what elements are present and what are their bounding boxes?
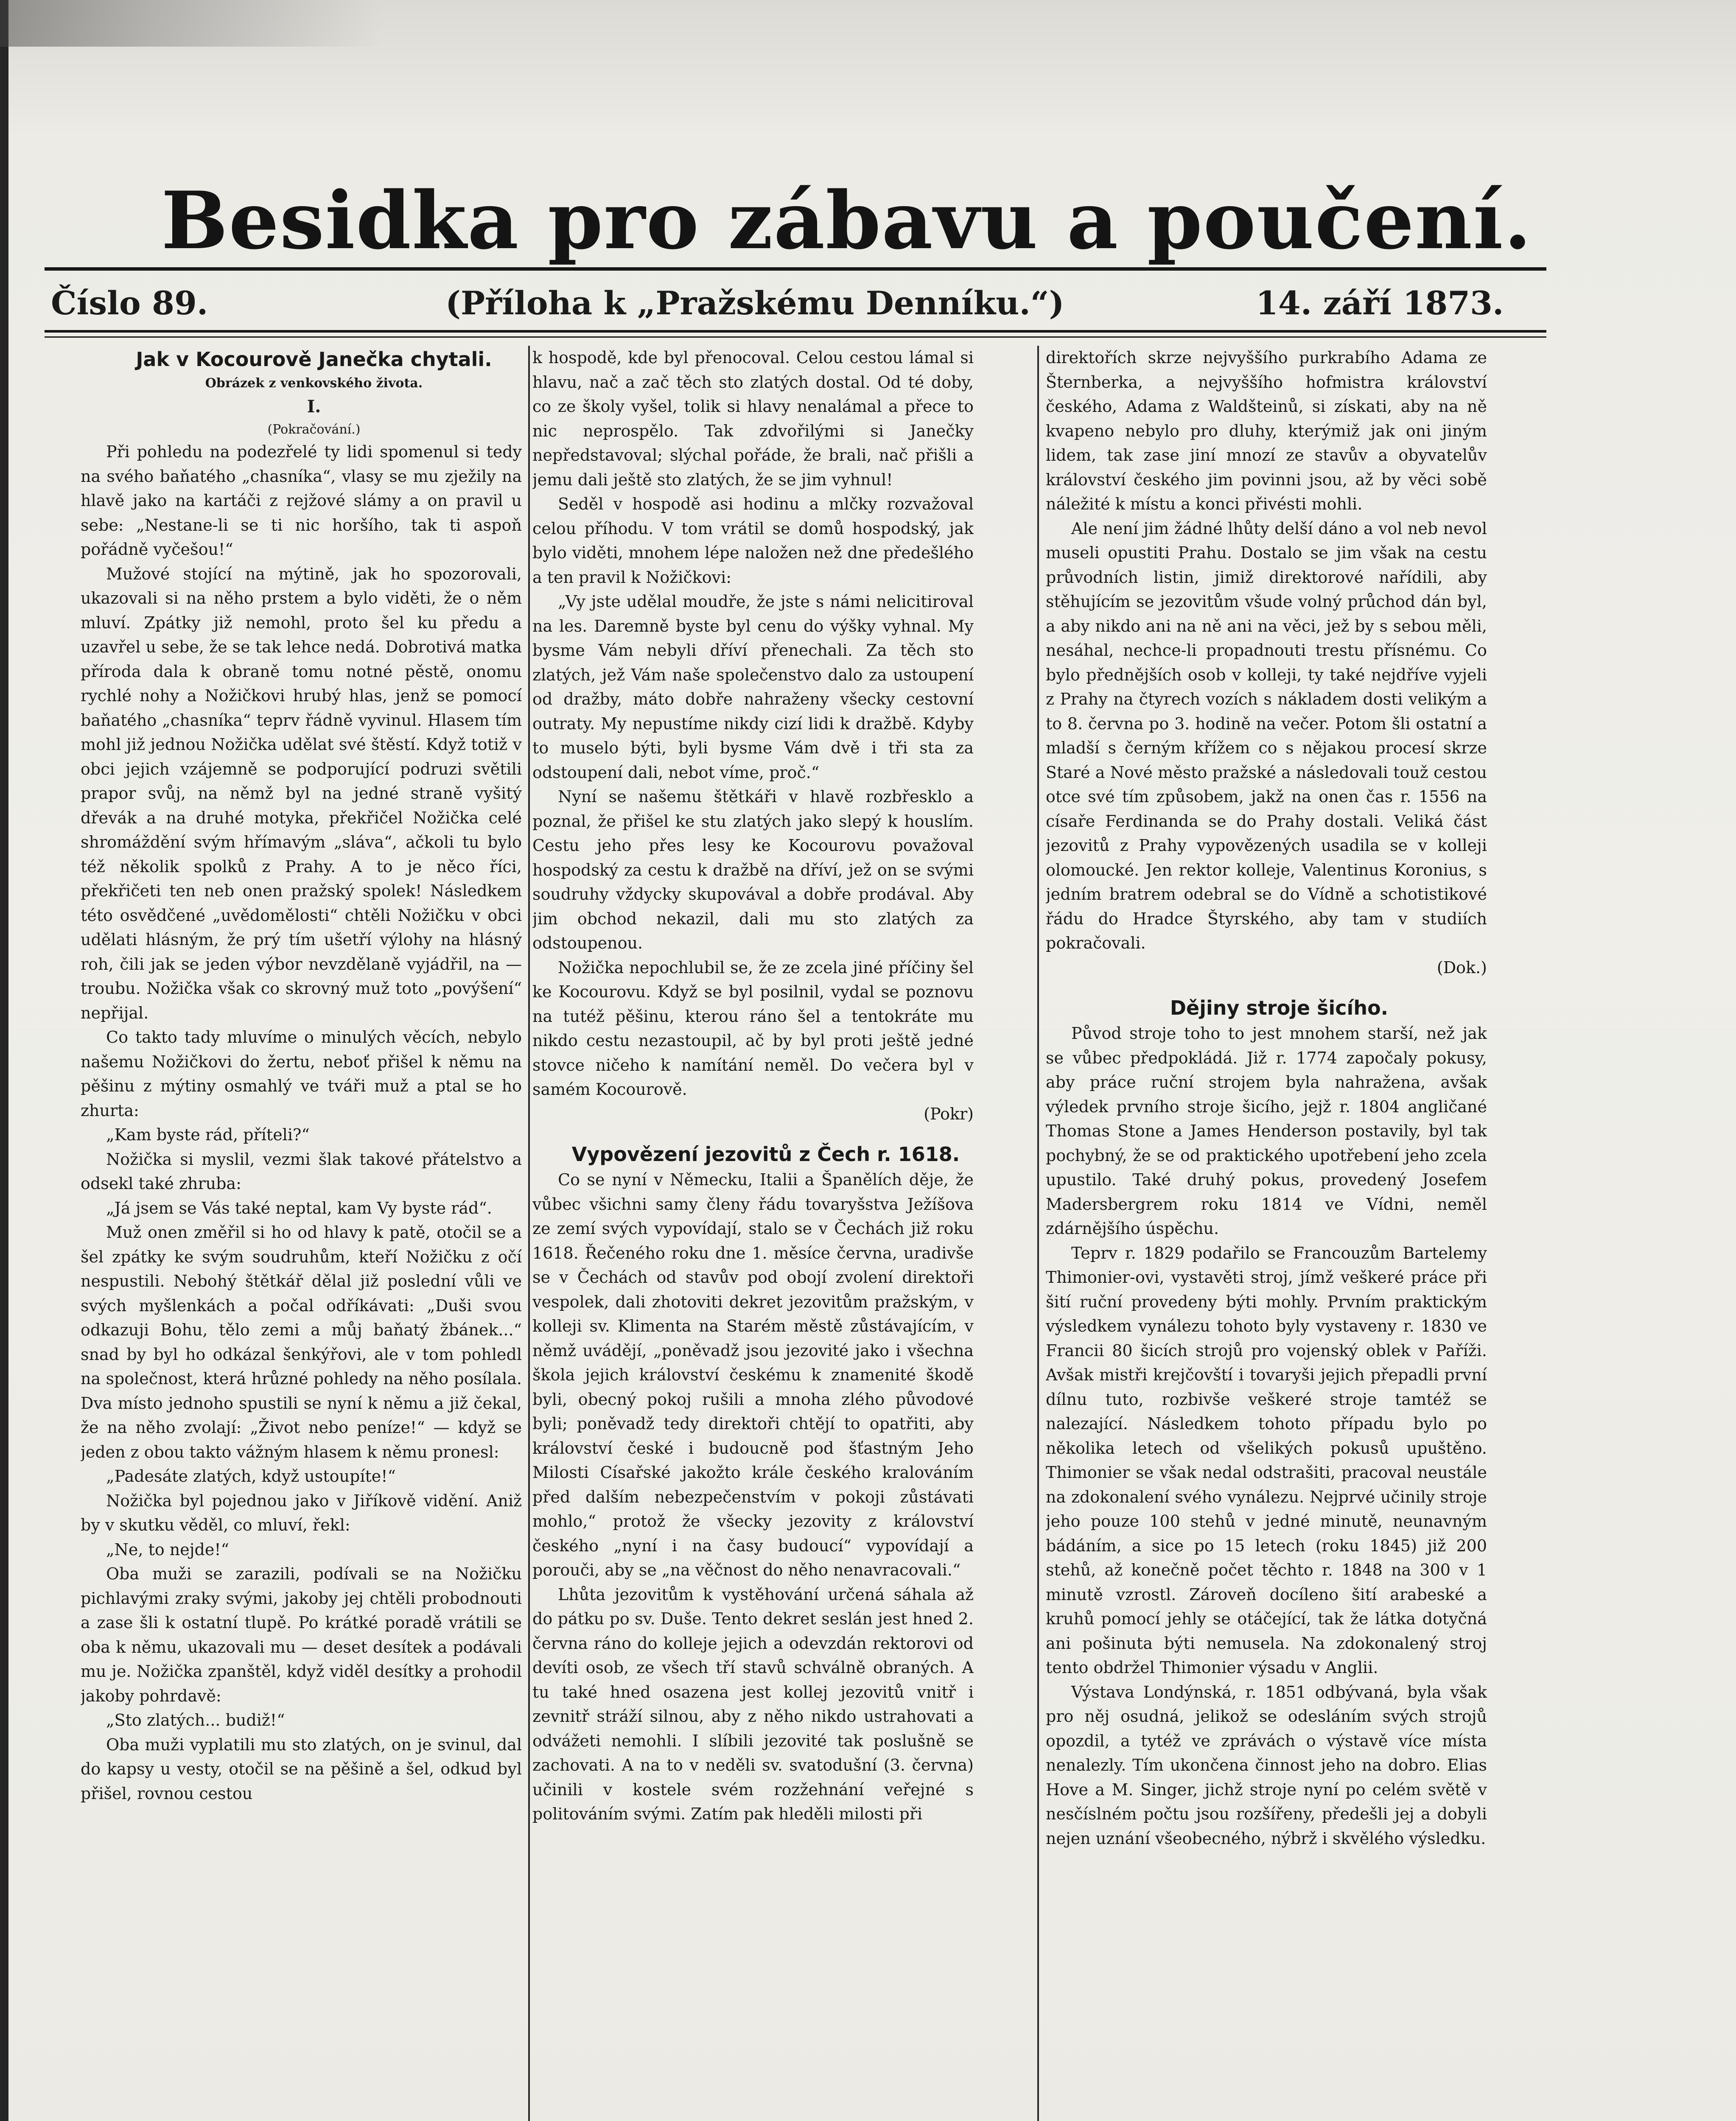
paragraph: „Ne, to nejde!“ (106, 1540, 230, 1559)
paragraph: direktořích skrze nejvyššího purkrabího Adama ze Šternberka, a nejvyššího hofmistra království českého, Adama z Waldšteinů, si získati, aby na ně kvapeno nebylo pro dluhy, kterýmiž jak oni jiným lidem, tak zase jiní mnozí ze stavův a obyvatelův království českého jim povinni jsou, až by věci sobě náležité k místu a konci přivésti mohli. (1046, 348, 1487, 513)
paragraph: Ale není jim žádné lhůty delší dáno a vol neb nevol museli opustiti Prahu. Dostalo se jim však na cestu průvodních listin, jimiž direktorové nařídili, aby stěhujícím se jezovitům všude volný průchod dán byl, a aby nikdo ani na ně ani na věci, jež by s sebou měli, nesáhal, nechce-li propadnouti trestu přísnému. Co bylo přednějších osob v kolleji, ty také nejdříve vyjeli z Prahy na čtyrech vozích s nákladem dosti velikým a to 8. června po 3. hodině na večer. Potom šli ostatní a mladší s černým křížem co s nějakou procesí skrze Staré a Nové město pražské a následovali touž cestou otce své tím způsobem, jakž na onen čas r. 1556 na císaře Ferdinanda se do Prahy dostali. Veliká část jezovitů z Prahy vypovězených usadila se v kolleji olomoucké. Jen rektor kolleje, Valentinus Koronius, s jedním bratrem odebral se do Vídně a schotistikové řádu do Hradce Štyrského, aby tam v studiích pokračovali. (1046, 519, 1487, 952)
paragraph: Oba muži vyplatili mu sto zlatých, on je svinul, dal do kapsy u vesty, otočil se na pěšině a šel, odkud byl přišel, rovnou cestou (81, 1735, 522, 1803)
column-2 (532, 346, 974, 2121)
scan-edge (0, 0, 8, 2121)
paragraph: „Já jsem se Vás také neptal, kam Vy byste rád“. (106, 1198, 492, 1217)
column-1 (81, 346, 522, 2121)
paragraph: Teprv r. 1829 podařilo se Francouzům Bartelemy Thimonier-ovi, vystavěti stroj, jímž veškeré práce při šití ruční provedeny býti mohly. Prvním praktickým výsledkem vynálezu tohoto byly vystaveny r. 1830 ve Francii 80 šicích strojů pro vojenský oblek v Paříži. Avšak mistři krejčovští i tovaryši jejich přepadli první dílnu tuto, rozbivše veškeré stroje tamtéž se nalezající. Následkem tohoto případu bylo po několika letech od všelikých pokusů upuštěno. Thimonier se však nedal odstrašiti, pracoval neustále na zdokonalení svého vynálezu. Nejprvé učinily stroje jeho pouze 100 stehů v jedné minutě, neunavným bádáním, a sice po 15 letech (roku 1845) již 200 stehů, až konečně počet těchto r. 1848 na 300 v 1 minutě vzrostl. Zároveň docíleno šití arabeské a kruhů pomocí jehly se otáčející, tak že látka dotyčná ani pošinuta býti nemusela. Na zdokonalený stroj tento obdržel Thimonier výsadu v Anglii. (1046, 1243, 1487, 1677)
masthead-title: Besidka pro zábavu a poučení. (161, 174, 1532, 267)
paragraph: Nožička nepochlubil se, že ze zcela jiné příčiny šel ke Kocourovu. Když se byl posilnil, vydal se poznovu na tutéž pěšinu, kterou ráno šel a tentokráte mu nikdo cestu nezastoupil, ač by byl proti ještě jedné stovce ničeho k namítání neměl. Do večera byl v samém Kocourově. (532, 958, 974, 1099)
paragraph: Mužové stojící na mýtině, jak ho spozorovali, ukazovali si na něho prstem a bylo viděti, že o něm mluví. Zpátky již nemohl, proto šel ku předu a uzavřel u sebe, že se tak lehce nedá. Dobrotivá matka příroda dala k obraně tomu notné pěstě, onomu rychlé nohy a Nožičkovi hrubý hlas, jenž se pomocí baňatého „chasníka“ teprv řádně vyvinul. Hlasem tím mohl již jednou Nožička udělat své štěstí. Když totiž v obci jejich vzájemně se podporující podruzi světili prapor svůj, na němž byl na jedné straně vyšitý dřevák a na druhé motyka, překřičel Nožička celé shromáždění svým hřímavým „sláva“, ačkoli tu bylo též několik spolků z Prahy. A to je něco říci, překřičeti ten neb onen pražský spolek! Následkem této osvědčené „uvědomělosti“ chtěli Nožičku v obci udělati hlásným, že prý tím ušetří výlohy na hlásný roh, čili jak se jeden výbor nevzdělaně vyjádřil, na — troubu. Nožička však co skrovný muž toto „povýšení“ nepřijal. (81, 564, 522, 1022)
paragraph: Muž onen změřil si ho od hlavy k patě, otočil se a šel zpátky ke svým soudruhům, kteří Nožičku z očí nespustili. Nebohý štětkář dělal již poslední vůli ve svých myšlenkách a počal odříkávati: „Duši svou odkazuji Bohu, tělo zemi a můj baňatý žbánek...“ snad by byl ho odkázal šenkýřovi, ale v tom pohledl na společnost, která hrůzné pohledy na něho posílala. Dva místo jednoho spustili se nyní k němu a již čekal, že na něho zvolají: „Život nebo peníze!“ — když se jeden z obou takto vážným hlasem k němu pronesl: (81, 1223, 522, 1461)
paragraph: „Padesáte zlatých, když ustoupíte!“ (106, 1467, 396, 1486)
article-part: I. (307, 397, 321, 417)
top-rule (45, 267, 1546, 271)
article-signature: (Dok.) (1436, 958, 1487, 977)
paragraph: Při pohledu na podezřelé ty lidi spomenul si tedy na svého baňatého „chasníka“, vlasy se mu zježily na hlavě jako na kartáči z rejžové slámy a on pravil u sebe: „Nestane-li se ti nic horšího, tak ti aspoň pořádně vyčešou!“ (81, 442, 522, 559)
paragraph: Oba muži se zarazili, podívali se na Nožičku pichlavými zraky svými, jakoby jej chtěli probodnouti a zase šli k ostatní tlupě. Po krátké poradě vrátili se oba k němu, ukazovali mu — deset desítek a podávali mu je. Nožička zpanštěl, když viděl desítky a prohodil jakoby pohrdavě: (81, 1564, 522, 1705)
article-subtitle: Obrázek z venkovského života. (205, 376, 423, 391)
header-rule (45, 330, 1546, 333)
paragraph: Co takto tady mluvíme o minulých věcích, nebylo našemu Nožičkovi do žertu, neboť přišel k němu na pěšinu z mýtiny osmahlý ve tváři muž a ptal se ho zhurta: (81, 1028, 522, 1120)
article-title: Jak v Kocourově Janečka chytali. (136, 348, 492, 371)
article-signature: (Pokr) (924, 1104, 974, 1123)
article-title: Vypovězení jezovitů z Čech r. 1618. (571, 1143, 960, 1166)
supplement-note: (Příloha k „Pražskému Denníku.“) (445, 284, 1064, 322)
issue-date: 14. září 1873. (1256, 284, 1504, 322)
paragraph: Nožička byl pojednou jako v Jiříkově vidění. Aniž by v skutku věděl, co mluví, řekl: (81, 1491, 522, 1534)
article-title: Dějiny stroje šicího. (1170, 996, 1389, 1019)
header-rule-thin (45, 336, 1546, 338)
paragraph: Seděl v hospodě asi hodinu a mlčky rozvažoval celou příhodu. V tom vrátil se domů hospodský, jak bylo viděti, mnohem lépe naložen než dne předešlého a ten pravil k Nožičkovi: (532, 495, 974, 587)
column-divider (528, 346, 530, 2121)
paragraph: „Sto zlatých... budiž!“ (106, 1711, 285, 1729)
column-3 (1046, 346, 1487, 2121)
paragraph: Původ stroje toho to jest mnohem starší, než jak se vůbec předpokládá. Již r. 1774 započaly pokusy, aby práce ruční strojem byla nahražena, avšak výledek prvního stroje šicího, jejž r. 1804 angličané Thomas Stone a James Henderson postavily, byl tak pochybný, že se od praktického upotřebení jeho zcela upustilo. Také druhý pokus, provedený Josefem Madersbergrem roku 1814 ve Vídni, neměl zdárnějšího úspěchu. (1046, 1024, 1487, 1238)
paragraph: „Vy jste udělal moudře, že jste s námi nelicitiroval na les. Daremně byste byl cenu do výšky vyhnal. My bysme Vám nebyli dříví přenechali. Za těch sto zlatých, jež Vám naše společenstvo dalo za ustoupení od dražby, máto dobře nahraženy všecky cestovní outraty. My nepustíme nikdy cizí lidi k dražbě. Kdyby to muselo býti, byli bysme Vám dvě i tři sta za odstoupení dali, nebot víme, proč.“ (532, 592, 974, 782)
issue-number: Číslo 89. (51, 284, 208, 322)
paragraph: Výstava Londýnská, r. 1851 odbývaná, byla však pro něj osudná, jelikož se odesláním svých strojů opozdil, a tytéž ve zprávách o výstavě více místa nenalezly. Tím ukončena činnost jeho na dobro. Elias Hove a M. Singer, jichž stroje nyní po celém světě v nesčíslném počtu jsou rozšířeny, předešli jej a dobyli nejen uznání všeobecného, nýbrž i skvělého výsledku. (1046, 1682, 1487, 1848)
paragraph: Nyní se našemu štětkáři v hlavě rozbřesklo a poznal, že přišel ke stu zlatých jako slepý k houslím. Cestu jeho přes lesy ke Kocourovu považoval hospodský za cestu k dražbě na dříví, jež on se svými soudruhy vždycky skupovával a dobře prodával. Aby jim obchod nekazil, dali mu sto zlatých za odstoupenou. (532, 787, 974, 952)
paragraph: Nožička si myslil, vezmi šlak takové přátelstvo a odsekl také zhruba: (81, 1150, 522, 1193)
issue-bar (51, 282, 1510, 325)
paragraph: „Kam byste rád, příteli?“ (106, 1125, 310, 1144)
paragraph: k hospodě, kde byl přenocoval. Celou cestou lámal si hlavu, nač a zač těch sto zlatých dostal. Od té doby, co ze školy vyšel, tolik si hlavy nenalámal a přece to nic neprospělo. Tak zdvořilými si Janečky nepředstavoval; slýchal pořáde, že brali, nač přišli a jemu dali ještě sto zlatých, že se jim vyhnul! (532, 348, 974, 489)
paragraph: Co se nyní v Německu, Italii a Španělích děje, že vůbec všichni samy členy řádu tovaryšstva Ježíšova ze zemí svých vypovídají, stalo se v Čechách již roku 1618. Řečeného roku dne 1. měsíce června, uradivše se v Čechách od stavův pod obojí zvolení direktoři vespolek, dali zhotoviti dekret jezovitům pražským, v kolleji sv. Klimenta na Starém městě zůstávajícím, v němž uvádějí, „poněvadž jsou jezovité jako i všechna škola jejich království českému k znamenité škodě byli, obecný pokoj rušili a mnoha zlého původové byli; poněvadž tedy direktoři chtějí to opatřiti, aby království české i budoucně pod šťastným Jeho Milosti Císařské jakožto krále českého kralováním před dalším nebezpečenstvím v pokoji zůstávati mohlo,“ protož že všecky jezovity z království českého „nyní i na časy budoucí“ vypovídají a porouči, aby se „na věčnost do něho nenavracovali.“ (532, 1170, 974, 1579)
paragraph: Lhůta jezovitům k vystěhování určená sáhala až do pátku po sv. Duše. Tento dekret seslán jest hned 2. června ráno do kolleje jejich a odevzdán rektorovi od devíti osob, ze všech tří stavů schválně obraných. A tu také hned osazena jest kollej jezovitů vnitř i zevnitř stráží silnou, aby z něho nikdo ustrahovati a odvážeti nemohli. I slíbili jezovité tak poslušně se zachovati. A na to v neděli sv. svatodušní (3. června) učinili v kostele svém rozžehnání veřejné s politováním svými. Zatím pak hleděli milosti při (532, 1585, 974, 1823)
continued-note: (Pokračování.) (267, 422, 361, 437)
scan-shadow (0, 0, 382, 47)
column-divider (1037, 346, 1039, 2121)
